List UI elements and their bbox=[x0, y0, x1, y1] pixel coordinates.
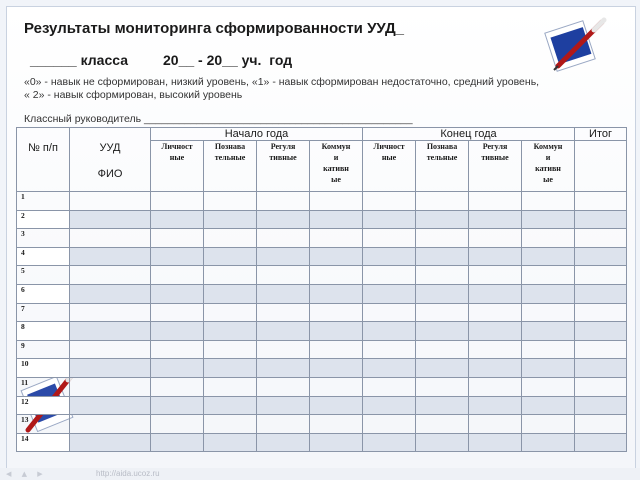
fio-cell[interactable] bbox=[70, 210, 151, 229]
score-cell[interactable] bbox=[575, 210, 627, 229]
score-cell[interactable] bbox=[522, 340, 575, 359]
table-row bbox=[17, 322, 627, 341]
score-cell[interactable] bbox=[522, 433, 575, 452]
score-cell[interactable] bbox=[575, 359, 627, 378]
table-row bbox=[17, 210, 627, 229]
score-cell[interactable] bbox=[151, 303, 204, 322]
table-row bbox=[17, 433, 627, 452]
score-cell[interactable] bbox=[257, 210, 310, 229]
subheader-end-regulatory: Регуля тивные bbox=[469, 141, 522, 192]
fio-cell[interactable] bbox=[70, 340, 151, 359]
score-cell[interactable] bbox=[469, 433, 522, 452]
score-cell[interactable] bbox=[151, 229, 204, 248]
score-cell[interactable] bbox=[469, 266, 522, 285]
score-cell[interactable] bbox=[151, 396, 204, 415]
score-cell[interactable] bbox=[204, 396, 257, 415]
score-cell[interactable] bbox=[204, 322, 257, 341]
score-cell[interactable] bbox=[151, 266, 204, 285]
score-cell[interactable] bbox=[151, 192, 204, 211]
score-cell[interactable] bbox=[204, 433, 257, 452]
uud-label: УУД bbox=[99, 142, 121, 154]
score-cell[interactable] bbox=[310, 433, 363, 452]
score-cell[interactable] bbox=[416, 377, 469, 396]
legend bbox=[24, 76, 584, 102]
score-cell[interactable] bbox=[204, 377, 257, 396]
subheader-end-cognitive: Познава тельные bbox=[416, 141, 469, 192]
score-cell[interactable] bbox=[310, 359, 363, 378]
fio-cell[interactable] bbox=[70, 247, 151, 266]
score-cell[interactable] bbox=[363, 192, 416, 211]
table-row bbox=[17, 359, 627, 378]
score-cell[interactable] bbox=[204, 229, 257, 248]
score-cell[interactable] bbox=[469, 229, 522, 248]
score-cell[interactable] bbox=[522, 377, 575, 396]
score-cell[interactable] bbox=[310, 415, 363, 434]
score-cell[interactable] bbox=[469, 415, 522, 434]
score-cell[interactable] bbox=[257, 303, 310, 322]
score-cell[interactable] bbox=[522, 229, 575, 248]
score-cell[interactable] bbox=[204, 192, 257, 211]
score-cell[interactable] bbox=[204, 340, 257, 359]
score-cell[interactable] bbox=[416, 359, 469, 378]
table-row bbox=[17, 396, 627, 415]
row-number: 2 bbox=[17, 210, 70, 229]
score-cell[interactable] bbox=[151, 377, 204, 396]
score-cell[interactable] bbox=[469, 396, 522, 415]
score-cell[interactable] bbox=[310, 396, 363, 415]
table-row bbox=[17, 377, 627, 396]
score-cell[interactable] bbox=[575, 266, 627, 285]
score-cell[interactable] bbox=[469, 192, 522, 211]
slide-nav-icons: ◀ ▲ ▶ bbox=[6, 470, 47, 478]
column-header-uud-fio bbox=[70, 128, 151, 192]
row-number: 7 bbox=[17, 303, 70, 322]
fio-cell[interactable] bbox=[70, 433, 151, 452]
legend-line-1: «0» - навык не сформирован, низкий уровень, «1» - навык сформирован недостаточно, средний уровень, bbox=[24, 76, 540, 88]
table-row bbox=[17, 266, 627, 285]
score-cell[interactable] bbox=[575, 229, 627, 248]
score-cell[interactable] bbox=[469, 322, 522, 341]
score-cell[interactable] bbox=[257, 247, 310, 266]
score-cell[interactable] bbox=[416, 247, 469, 266]
score-cell[interactable] bbox=[310, 340, 363, 359]
score-cell[interactable] bbox=[310, 192, 363, 211]
row-number: 6 bbox=[17, 284, 70, 303]
score-cell[interactable] bbox=[416, 340, 469, 359]
row-number: 8 bbox=[17, 322, 70, 341]
subheader-start-cognitive: Познава тельные bbox=[204, 141, 257, 192]
score-cell[interactable] bbox=[522, 359, 575, 378]
score-cell[interactable] bbox=[416, 415, 469, 434]
fio-cell[interactable] bbox=[70, 284, 151, 303]
score-cell[interactable] bbox=[257, 359, 310, 378]
score-cell[interactable] bbox=[151, 247, 204, 266]
score-cell[interactable] bbox=[257, 322, 310, 341]
score-cell[interactable] bbox=[363, 247, 416, 266]
score-cell[interactable] bbox=[363, 359, 416, 378]
footer-url: http://aida.ucoz.ru bbox=[96, 469, 160, 478]
score-cell[interactable] bbox=[469, 340, 522, 359]
score-cell[interactable] bbox=[363, 229, 416, 248]
subheader-start-regulatory: Регуля тивные bbox=[257, 141, 310, 192]
score-cell[interactable] bbox=[575, 340, 627, 359]
score-cell[interactable] bbox=[416, 210, 469, 229]
subheader-end-personal: Личност ные bbox=[363, 141, 416, 192]
subheader-start-communicative: Коммун и кативн ые bbox=[310, 141, 363, 192]
monitoring-table bbox=[16, 127, 627, 452]
subheader-start-personal: Личност ные bbox=[151, 141, 204, 192]
subheader-total bbox=[575, 141, 627, 192]
score-cell[interactable] bbox=[363, 377, 416, 396]
score-cell[interactable] bbox=[363, 284, 416, 303]
score-cell[interactable] bbox=[204, 415, 257, 434]
row-number: 13 bbox=[17, 415, 70, 434]
table-row bbox=[17, 229, 627, 248]
score-cell[interactable] bbox=[363, 322, 416, 341]
score-cell[interactable] bbox=[416, 396, 469, 415]
fio-cell[interactable] bbox=[70, 192, 151, 211]
score-cell[interactable] bbox=[204, 284, 257, 303]
score-cell[interactable] bbox=[257, 266, 310, 285]
score-cell[interactable] bbox=[363, 415, 416, 434]
score-cell[interactable] bbox=[575, 284, 627, 303]
row-number: 3 bbox=[17, 229, 70, 248]
class-teacher-line: Классный руководитель ______________________________________________ bbox=[24, 113, 413, 125]
pen-and-paper-icon bbox=[544, 14, 610, 74]
score-cell[interactable] bbox=[310, 303, 363, 322]
score-cell[interactable] bbox=[522, 210, 575, 229]
legend-line-2: « 2» - навык сформирован, высокий уровень bbox=[24, 89, 243, 101]
score-cell[interactable] bbox=[575, 396, 627, 415]
score-cell[interactable] bbox=[310, 284, 363, 303]
page-title: Результаты мониторинга сформированности УУД_ bbox=[24, 20, 404, 37]
fio-cell[interactable] bbox=[70, 322, 151, 341]
score-cell[interactable] bbox=[310, 322, 363, 341]
score-cell[interactable] bbox=[575, 377, 627, 396]
score-cell[interactable] bbox=[310, 247, 363, 266]
score-cell[interactable] bbox=[575, 322, 627, 341]
subheader-end-communicative: Коммун и кативн ые bbox=[522, 141, 575, 192]
table-row bbox=[17, 415, 627, 434]
score-cell[interactable] bbox=[575, 415, 627, 434]
score-cell[interactable] bbox=[522, 247, 575, 266]
fio-cell[interactable] bbox=[70, 396, 151, 415]
column-group-end-year: Конец года bbox=[363, 128, 575, 141]
score-cell[interactable] bbox=[257, 415, 310, 434]
column-header-total: Итог bbox=[575, 128, 627, 141]
row-number: 4 bbox=[17, 247, 70, 266]
score-cell[interactable] bbox=[363, 266, 416, 285]
fio-cell[interactable] bbox=[70, 303, 151, 322]
score-cell[interactable] bbox=[151, 359, 204, 378]
row-number: 14 bbox=[17, 433, 70, 452]
score-cell[interactable] bbox=[363, 340, 416, 359]
score-cell[interactable] bbox=[363, 303, 416, 322]
score-cell[interactable] bbox=[469, 247, 522, 266]
fio-label: ФИО bbox=[97, 168, 123, 180]
score-cell[interactable] bbox=[363, 210, 416, 229]
score-cell[interactable] bbox=[416, 284, 469, 303]
score-cell[interactable] bbox=[257, 396, 310, 415]
score-cell[interactable] bbox=[310, 377, 363, 396]
score-cell[interactable] bbox=[204, 247, 257, 266]
table-row bbox=[17, 284, 627, 303]
score-cell[interactable] bbox=[151, 322, 204, 341]
score-cell[interactable] bbox=[522, 284, 575, 303]
score-cell[interactable] bbox=[151, 210, 204, 229]
fio-cell[interactable] bbox=[70, 229, 151, 248]
score-cell[interactable] bbox=[575, 433, 627, 452]
table-row bbox=[17, 303, 627, 322]
score-cell[interactable] bbox=[416, 229, 469, 248]
score-cell[interactable] bbox=[416, 322, 469, 341]
score-cell[interactable] bbox=[469, 377, 522, 396]
score-cell[interactable] bbox=[204, 303, 257, 322]
score-cell[interactable] bbox=[522, 303, 575, 322]
score-cell[interactable] bbox=[416, 433, 469, 452]
score-cell[interactable] bbox=[310, 210, 363, 229]
score-cell[interactable] bbox=[257, 340, 310, 359]
score-cell[interactable] bbox=[257, 284, 310, 303]
score-cell[interactable] bbox=[204, 210, 257, 229]
score-cell[interactable] bbox=[522, 396, 575, 415]
score-cell[interactable] bbox=[204, 359, 257, 378]
table-row bbox=[17, 192, 627, 211]
row-number: 5 bbox=[17, 266, 70, 285]
score-cell[interactable] bbox=[416, 303, 469, 322]
column-header-number: № п/п bbox=[17, 128, 70, 192]
score-cell[interactable] bbox=[522, 322, 575, 341]
table-body bbox=[17, 192, 627, 452]
row-number: 11 bbox=[17, 377, 70, 396]
score-cell[interactable] bbox=[310, 266, 363, 285]
score-cell[interactable] bbox=[469, 303, 522, 322]
fio-cell[interactable] bbox=[70, 377, 151, 396]
row-number: 9 bbox=[17, 340, 70, 359]
score-cell[interactable] bbox=[416, 266, 469, 285]
score-cell[interactable] bbox=[469, 284, 522, 303]
score-cell[interactable] bbox=[522, 192, 575, 211]
table-row bbox=[17, 340, 627, 359]
score-cell[interactable] bbox=[257, 229, 310, 248]
score-cell[interactable] bbox=[151, 284, 204, 303]
score-cell[interactable] bbox=[363, 396, 416, 415]
row-number: 1 bbox=[17, 192, 70, 211]
column-group-start-year: Начало года bbox=[151, 128, 363, 141]
score-cell[interactable] bbox=[257, 433, 310, 452]
fio-cell[interactable] bbox=[70, 359, 151, 378]
row-number: 10 bbox=[17, 359, 70, 378]
score-cell[interactable] bbox=[575, 247, 627, 266]
row-number: 12 bbox=[17, 396, 70, 415]
fio-cell[interactable] bbox=[70, 415, 151, 434]
score-cell[interactable] bbox=[363, 433, 416, 452]
score-cell[interactable] bbox=[575, 303, 627, 322]
score-cell[interactable] bbox=[151, 433, 204, 452]
table-row bbox=[17, 247, 627, 266]
score-cell[interactable] bbox=[151, 415, 204, 434]
score-cell[interactable] bbox=[416, 192, 469, 211]
score-cell[interactable] bbox=[204, 266, 257, 285]
score-cell[interactable] bbox=[257, 377, 310, 396]
score-cell[interactable] bbox=[522, 266, 575, 285]
score-cell[interactable] bbox=[257, 192, 310, 211]
score-cell[interactable] bbox=[469, 210, 522, 229]
score-cell[interactable] bbox=[575, 192, 627, 211]
class-year-line: ______ класса 20__ - 20__ уч. год bbox=[30, 52, 293, 68]
score-cell[interactable] bbox=[310, 229, 363, 248]
score-cell[interactable] bbox=[151, 340, 204, 359]
score-cell[interactable] bbox=[469, 359, 522, 378]
score-cell[interactable] bbox=[522, 415, 575, 434]
fio-cell[interactable] bbox=[70, 266, 151, 285]
